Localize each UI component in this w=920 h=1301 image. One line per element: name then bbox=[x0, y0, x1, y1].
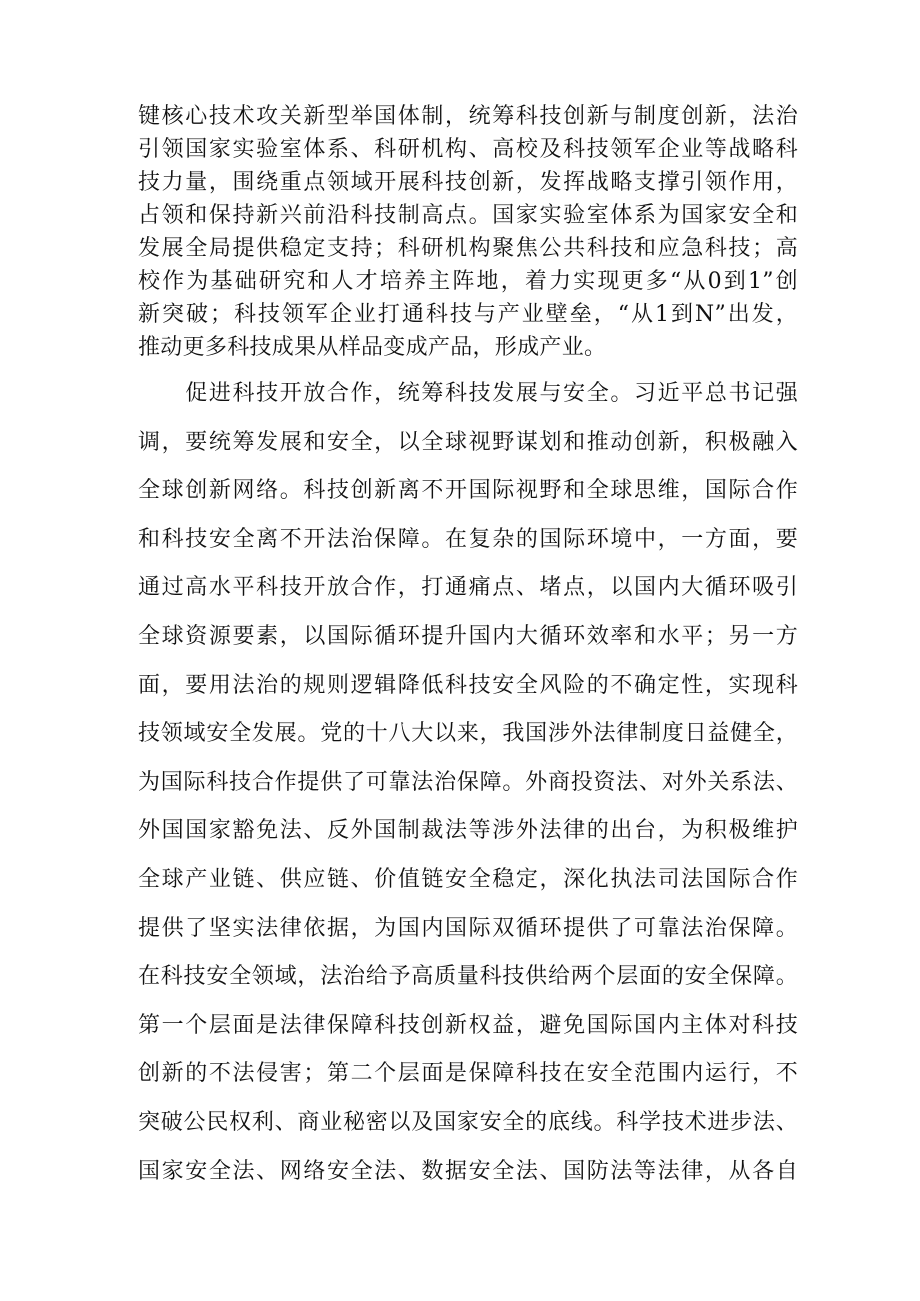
text-line: 突破公民权利、商业秘密以及国家安全的底线。科学技术进步法、 bbox=[138, 1109, 798, 1135]
text-line: 发展全局提供稳定支持；科研机构聚焦公共科技和应急科技；高 bbox=[138, 236, 798, 261]
text-line: 全球产业链、供应链、价值链安全稳定，深化执法司法国际合作 bbox=[138, 866, 798, 892]
text-line: 在科技安全领域，法治给予高质量科技供给两个层面的安全保障。 bbox=[138, 964, 798, 990]
text-line: 推动更多科技成果从样品变成产品，形成产业。 bbox=[138, 335, 607, 360]
text-line: 通过高水平科技开放合作，打通痛点、堵点，以国内大循环吸引 bbox=[138, 575, 798, 601]
text-line: 第一个层面是法律保障科技创新权益，避免国际国内主体对科技 bbox=[138, 1012, 798, 1038]
text-line: 全球资源要素，以国际循环提升国内大循环效率和水平；另一方 bbox=[138, 623, 798, 649]
paragraph-tech-system bbox=[138, 100, 798, 364]
text-line: 占领和保持新兴前沿科技制高点。国家实验室体系为国家安全和 bbox=[138, 203, 798, 228]
paragraph-open-cooperation bbox=[138, 370, 798, 1196]
text-line: 创新的不法侵害；第二个层面是保障科技在安全范围内运行，不 bbox=[138, 1061, 798, 1087]
text-line: 引领国家实验室体系、科研机构、高校及科技领军企业等战略科 bbox=[138, 137, 798, 162]
text-line: 面，要用法治的规则逻辑降低科技安全风险的不确定性，实现科 bbox=[138, 672, 798, 698]
text-line: 键核心技术攻关新型举国体制，统筹科技创新与制度创新，法治 bbox=[138, 104, 798, 129]
text-line: 调，要统筹发展和安全，以全球视野谋划和推动创新，积极融入 bbox=[138, 429, 798, 455]
text-line: 和科技安全离不开法治保障。在复杂的国际环境中，一方面，要 bbox=[138, 526, 798, 552]
text-line: 校作为基础研究和人才培养主阵地，着力实现更多“从0到1”创 bbox=[138, 269, 798, 294]
text-line: 新突破；科技领军企业打通科技与产业壁垒，“从1到N”出发， bbox=[138, 302, 798, 327]
text-line: 提供了坚实法律依据，为国内国际双循环提供了可靠法治保障。 bbox=[138, 915, 798, 941]
text-line: 外国国家豁免法、反外国制裁法等涉外法律的出台，为积极维护 bbox=[138, 818, 798, 844]
text-line: 全球创新网络。科技创新离不开国际视野和全球思维，国际合作 bbox=[138, 478, 798, 504]
text-line: 促进科技开放合作，统筹科技发展与安全。习近平总书记强 bbox=[138, 381, 798, 406]
text-line: 为国际科技合作提供了可靠法治保障。外商投资法、对外关系法、 bbox=[138, 769, 798, 795]
text-line: 国家安全法、网络安全法、数据安全法、国防法等法律，从各自 bbox=[138, 1158, 798, 1184]
text-line: 技领域安全发展。党的十八大以来，我国涉外法律制度日益健全， bbox=[138, 721, 798, 747]
text-line: 技力量，围绕重点领域开展科技创新，发挥战略支撑引领作用， bbox=[138, 170, 798, 195]
